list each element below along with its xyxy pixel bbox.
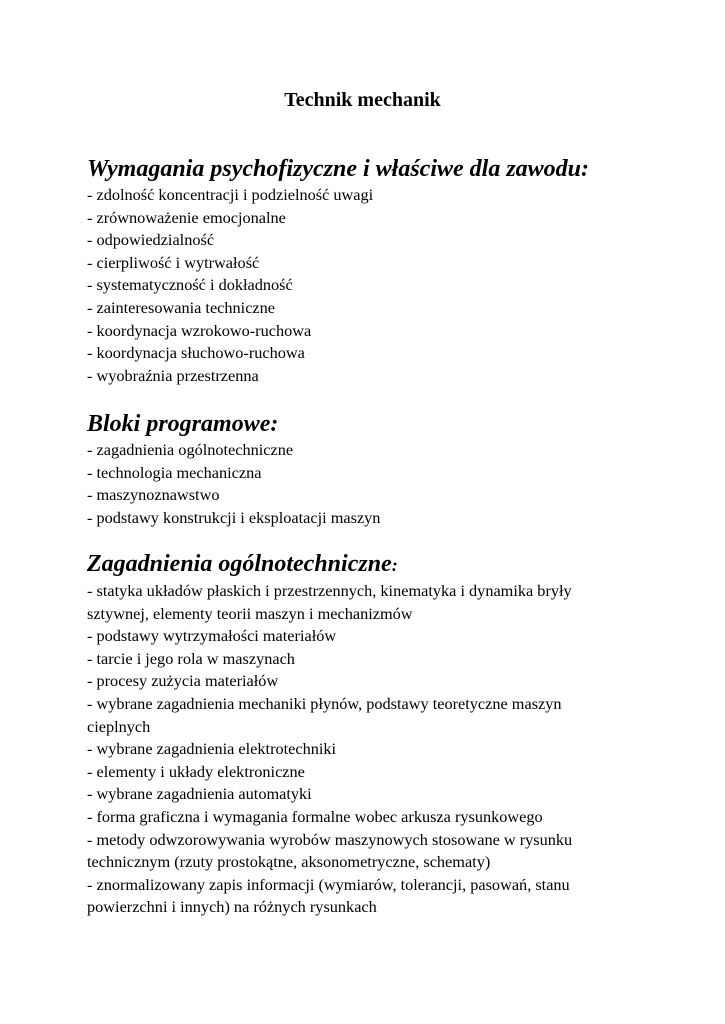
- section-requirements: [87, 155, 647, 387]
- list-item: - elementy i układy elektroniczne: [87, 761, 305, 781]
- list-item: - podstawy konstrukcji i eksploatacji maszyn: [87, 507, 381, 527]
- list-item: - tarcie i jego rola w maszynach: [87, 648, 295, 668]
- list-item: - maszynoznawstwo: [87, 485, 220, 505]
- list-item: - podstawy wytrzymałości materiałów: [87, 626, 337, 646]
- list-item: powierzchni i innych) na różnych rysunkach: [87, 897, 377, 917]
- list-item: cieplnych: [87, 716, 151, 736]
- list-item: - metody odwzorowywania wyrobów maszynowych stosowane w rysunku: [87, 829, 573, 849]
- list-item: - wybrane zagadnienia automatyki: [87, 784, 312, 804]
- section-program-blocks: [87, 410, 647, 529]
- list-item: - zainteresowania techniczne: [87, 297, 276, 317]
- list-item: - wyobraźnia przestrzenna: [87, 365, 259, 385]
- list-item: - systematyczność i dokładność: [87, 275, 293, 295]
- document-title: Technik mechanik: [284, 89, 441, 111]
- list-item: - zagadnienia ogólnotechniczne: [87, 440, 294, 459]
- section-heading-text: Zagadnienia ogólnotechniczne: [87, 551, 392, 577]
- section-heading-program-blocks: Bloki programowe:: [87, 411, 279, 437]
- list-item: - statyka układów płaskich i przestrzennych, kinematyka i dynamika bryły: [87, 581, 572, 600]
- list-item: technicznym (rzuty prostokątne, aksonometryczne, schematy): [87, 852, 491, 872]
- list-item: - odpowiedzialność: [87, 230, 215, 250]
- section-heading-general-technical: [87, 550, 647, 579]
- list-item: - technologia mechaniczna: [87, 462, 262, 482]
- list-item: - wybrane zagadnienia mechaniki płynów, podstawy teoretyczne maszyn: [87, 693, 562, 713]
- list-item: - koordynacja słuchowo-ruchowa: [87, 343, 305, 363]
- list-item: - wybrane zagadnienia elektrotechniki: [87, 739, 337, 759]
- list-item: - koordynacja wzrokowo-ruchowa: [87, 320, 312, 340]
- list-item: - zdolność koncentracji i podzielność uwagi: [87, 185, 374, 204]
- list-item: sztywnej, elementy teorii maszyn i mechanizmów: [87, 603, 413, 623]
- list-item: - cierpliwość i wytrwałość: [87, 252, 260, 272]
- list-item: - procesy zużycia materiałów: [87, 671, 279, 691]
- list-item: - znormalizowany zapis informacji (wymiarów, tolerancji, pasowań, stanu: [87, 874, 570, 894]
- requirements-list: [87, 184, 647, 387]
- list-item: - zrównoważenie emocjonalne: [87, 207, 286, 227]
- program-blocks-list: [87, 439, 647, 529]
- general-technical-list: [87, 580, 647, 919]
- section-heading-requirements: Wymagania psychofizyczne i właściwe dla zawodu:: [87, 156, 590, 182]
- list-item: - forma graficzna i wymagania formalne wobec arkusza rysunkowego: [87, 806, 543, 826]
- section-heading-colon: :: [391, 555, 398, 575]
- section-general-technical: [87, 550, 647, 919]
